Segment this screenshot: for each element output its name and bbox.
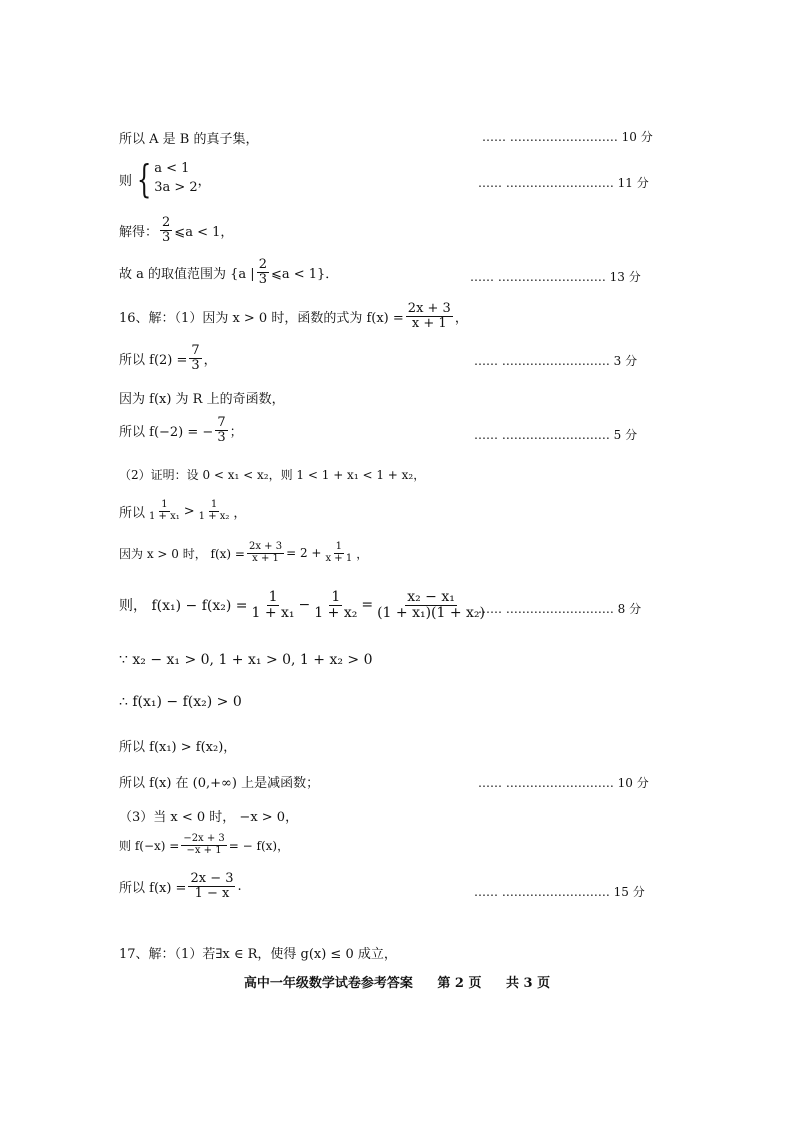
- score-text: …… ……………………… 13 分: [470, 270, 641, 284]
- line-therefore: [119, 694, 242, 710]
- line-f-negx: [119, 834, 289, 856]
- text: ，: [454, 310, 468, 326]
- score-text: …… ……………………… 10 分: [478, 776, 649, 790]
- line-proof-setup: [119, 466, 425, 483]
- denominator: (1 + x₁)(1 + x₂): [377, 604, 486, 621]
- line-range: [119, 258, 338, 286]
- score-11: [478, 174, 649, 191]
- score-10-second: [478, 774, 649, 791]
- fraction: [257, 258, 269, 286]
- text: −: [298, 597, 311, 614]
- numerator: −2x + 3: [183, 833, 225, 844]
- brace: {: [136, 157, 152, 201]
- text: = 2 +: [286, 546, 322, 560]
- line-odd-function: [119, 388, 285, 407]
- denominator: 1 + x₁: [251, 604, 295, 621]
- score-text: …… ……………………… 10 分: [482, 130, 653, 144]
- system: [154, 160, 197, 198]
- text: 所以 f(x) 在 (0,+∞) 上是减函数；: [119, 776, 320, 791]
- text: >: [183, 503, 195, 519]
- numerator: 1: [331, 589, 341, 605]
- system-top: a < 1: [154, 161, 190, 177]
- line-f2: [119, 344, 217, 372]
- text: = − f(x)，: [228, 838, 290, 853]
- text: 所以 f(−2) = −: [119, 424, 214, 440]
- score-15: [474, 883, 645, 900]
- numerator: 2x − 3: [190, 871, 234, 886]
- denominator: 1 + x₂: [198, 510, 230, 522]
- page-footer: [0, 972, 794, 991]
- text: 因为 x > 0 时， f(x) =: [119, 546, 245, 561]
- fraction: [312, 590, 359, 620]
- text: 17、解：（1）若∃x ∈ R，使得 g(x) ≤ 0 成立，: [119, 947, 397, 962]
- text: 所以 A 是 B 的真子集，: [119, 132, 259, 147]
- score-text: …… ……………………… 8 分: [478, 602, 642, 616]
- line-q16-intro: [119, 302, 468, 330]
- text: ∴ f(x₁) − f(x₂) > 0: [119, 694, 242, 710]
- denominator: 1 − x: [194, 885, 230, 901]
- fraction: [406, 302, 453, 330]
- line-conclusion-compare: [119, 736, 236, 755]
- denominator: 3: [191, 357, 200, 373]
- denominator: −x + 1: [186, 844, 222, 856]
- score-text: …… ……………………… 15 分: [474, 885, 645, 899]
- denominator: 3: [162, 229, 171, 245]
- score-8: [478, 600, 641, 617]
- text: 16、解：（1）因为 x > 0 时，函数的式为 f(x) =: [119, 310, 404, 326]
- text: （3）当 x < 0 时， −x > 0，: [119, 810, 299, 825]
- score-text: …… ……………………… 11 分: [478, 176, 649, 190]
- text: 则 f(−x) =: [119, 838, 180, 853]
- fraction: [189, 344, 201, 372]
- denominator: 3: [258, 271, 267, 287]
- line-f-rewrite: [119, 542, 368, 564]
- line-f-neg2: [119, 416, 243, 444]
- score-text: …… ……………………… 3 分: [474, 354, 638, 368]
- score-10-first: [482, 128, 653, 145]
- text: ，: [197, 173, 211, 189]
- numerator: 2x + 3: [407, 301, 451, 316]
- fraction: [197, 500, 232, 522]
- text: ∵ x₂ − x₁ > 0, 1 + x₁ > 0, 1 + x₂ > 0: [119, 652, 373, 668]
- denominator: x + 1: [325, 552, 353, 564]
- text: 因为 f(x) 为 R 上的奇函数，: [119, 392, 285, 407]
- denominator: x + 1: [252, 552, 279, 564]
- score-3: [474, 352, 637, 369]
- fraction: [188, 872, 235, 900]
- numerator: 1: [161, 499, 168, 510]
- fraction: [250, 590, 297, 620]
- fraction: [247, 542, 284, 564]
- line-final-expression: [119, 872, 242, 900]
- footer-title: 高中一年级数学试卷参考答案: [243, 976, 413, 991]
- text: ，: [356, 546, 369, 561]
- numerator: 1: [335, 541, 343, 552]
- fraction: [323, 542, 354, 564]
- text: 所以: [119, 505, 146, 521]
- text: =: [361, 597, 374, 614]
- text: 所以 f(x₁) > f(x₂)，: [119, 740, 237, 755]
- numerator: 7: [191, 343, 200, 358]
- text: 则， f(x₁) − f(x₂) =: [119, 598, 248, 615]
- text: ；: [229, 424, 243, 440]
- line-solution: [119, 216, 233, 244]
- fraction: [181, 834, 226, 856]
- line-difference: [119, 590, 489, 620]
- numerator: 1: [268, 589, 278, 605]
- denominator: 1 + x₂: [314, 604, 358, 621]
- score-text: …… ……………………… 5 分: [474, 428, 638, 442]
- score-5: [474, 426, 637, 443]
- numerator: 1: [210, 499, 218, 510]
- text: 故 a 的取值范围为 {a |: [119, 266, 255, 282]
- text: 所以 f(2) =: [119, 352, 188, 368]
- text: ，: [233, 505, 247, 521]
- line-inequality-system: [119, 157, 211, 201]
- line-subset: [119, 128, 258, 147]
- line-part3: [119, 806, 298, 825]
- text: （2）证明：设 0 < x₁ < x₂，则 1 < 1 + x₁ < 1 + x₂，: [119, 468, 426, 482]
- text: ⩽a < 1，: [174, 224, 234, 240]
- denominator: x + 1: [411, 315, 447, 331]
- line-reciprocal-compare: [119, 500, 246, 522]
- text: .: [237, 878, 242, 894]
- system-bottom: 3a > 2: [154, 180, 198, 195]
- score-13: [470, 268, 641, 285]
- fraction: [375, 590, 487, 620]
- text: ⩽a < 1}．: [270, 266, 339, 282]
- footer-total-pages: 共 3 页: [506, 976, 551, 991]
- line-q17-intro: [119, 943, 397, 962]
- numerator: 2: [162, 215, 171, 230]
- text: 解得：: [119, 224, 159, 240]
- line-because: [119, 652, 373, 668]
- fraction: [215, 416, 227, 444]
- footer-page-number: 第 2 页: [437, 976, 482, 991]
- fraction: [160, 216, 172, 244]
- denominator: 3: [217, 429, 226, 445]
- text: 所以 f(x) =: [119, 880, 187, 896]
- numerator: 7: [217, 415, 226, 430]
- line-decreasing: [119, 772, 319, 791]
- text: 则: [119, 173, 133, 189]
- text: ，: [203, 352, 217, 368]
- numerator: 2: [258, 257, 267, 272]
- numerator: x₂ − x₁: [407, 589, 455, 605]
- numerator: 2x + 3: [248, 541, 283, 552]
- fraction: [147, 500, 182, 522]
- denominator: 1 + x₁: [149, 510, 180, 522]
